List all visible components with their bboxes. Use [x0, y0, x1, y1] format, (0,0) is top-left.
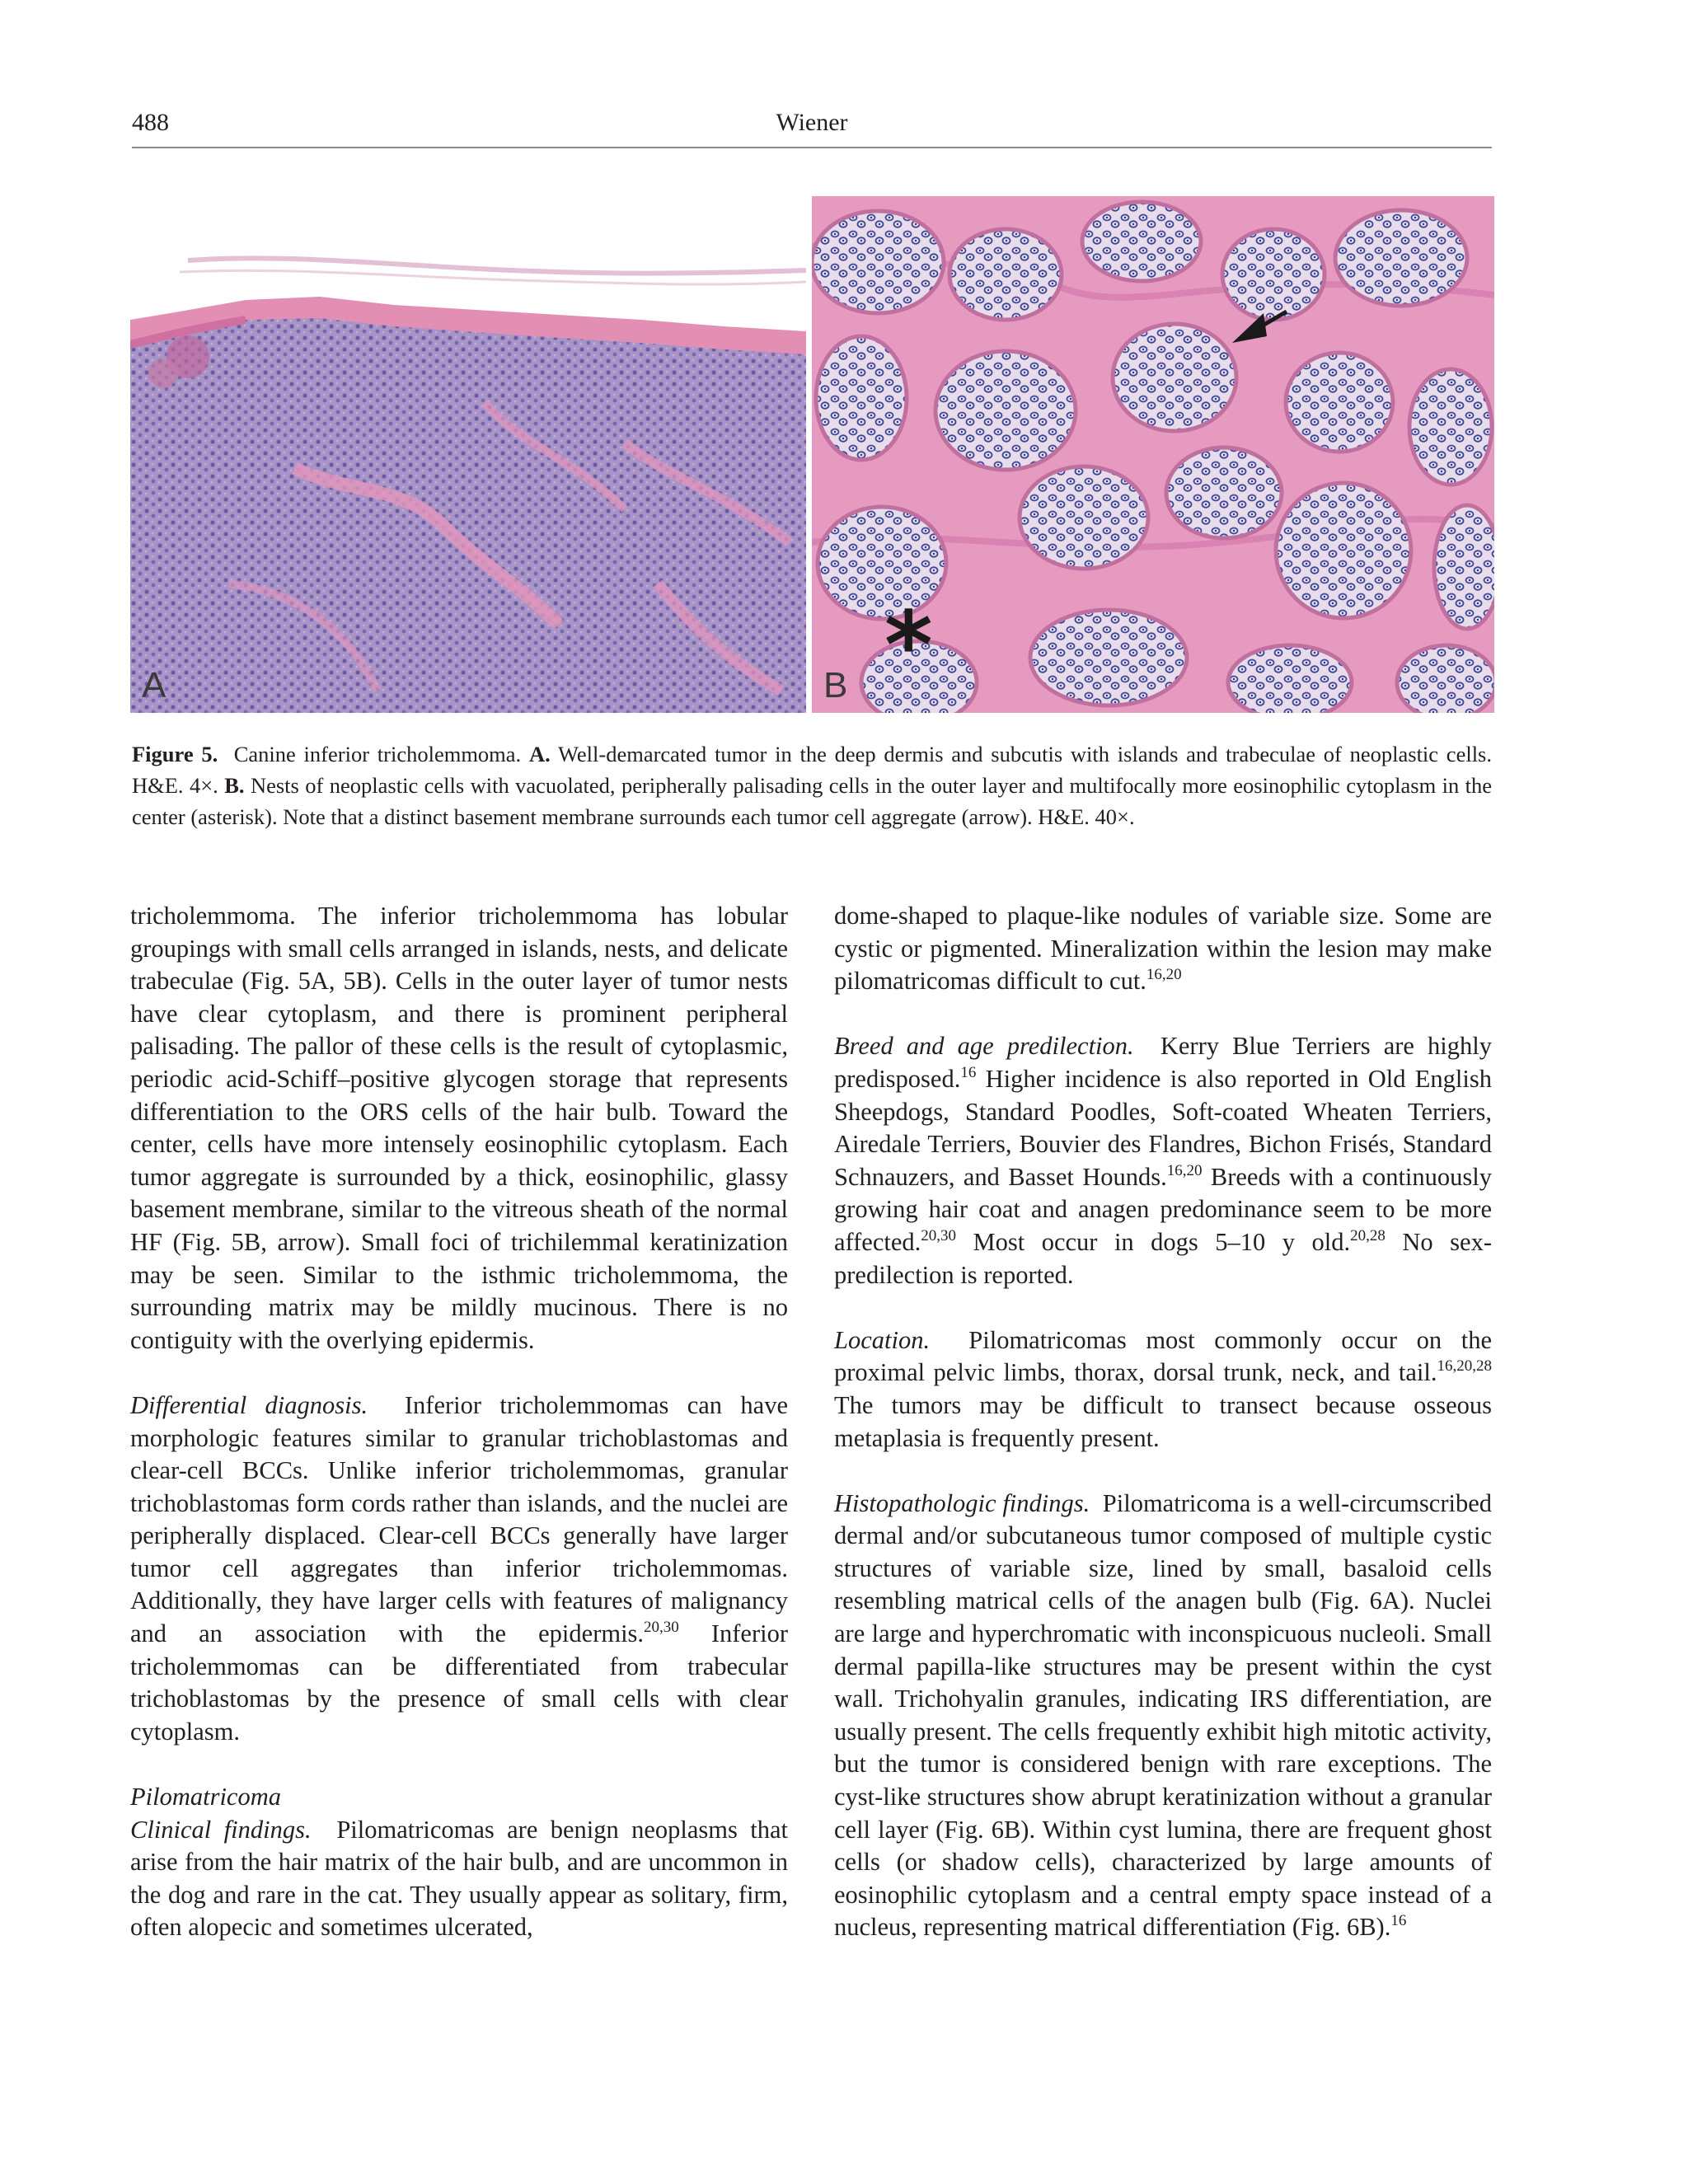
figure-panel-b: [812, 196, 1494, 713]
run-in-heading: Clinical findings.: [130, 1815, 312, 1844]
panel-a-letter: A: [142, 665, 166, 705]
micrograph-b-image: [812, 196, 1494, 713]
paragraph: Location. Pilomatricomas most commonly occur on the proximal pelvic limbs, thorax, dorsal trunk, neck, and tail.$^{16,20,28}$ The tumors may be difficult to transect because osseous metaplasia is frequently present.: [834, 1325, 1492, 1452]
caption-label: Figure 5.: [132, 742, 218, 766]
paragraph: dome-shaped to plaque-like nodules of variable size. Some are cystic or pigmented. Mineralization within the lesion may make pilomatricomas difficult to cut.$^{16,20}$: [834, 902, 1492, 996]
figure-caption: [132, 738, 1492, 832]
caption-b-label: B.: [224, 773, 245, 798]
citation: 16,20: [1146, 966, 1182, 984]
paragraph: Breed and age predilection. Kerry Blue Terriers are highly predisposed.$^{16}$ Higher incidence is also reported in Old English Sheepdogs, Standard Poodles, Soft-coated Wheaten Terriers, Airedale Terriers, Bouvier des Flandres, Bichon Frisés, Standard Schnauzers, and Basset Hounds.$^{16,20}$ Breeds with a continuously growing hair coat and anagen predominance seem to be more affected.$^{20,30}$ Most occur in dogs 5–10 y old.$^{20,28}$ No sex-predilection is reported.: [834, 1032, 1493, 1289]
panel-b-letter: B: [823, 665, 848, 705]
micrograph-a-image: [130, 196, 806, 713]
paragraph: Differential diagnosis. Inferior tricholemmomas can have morphologic features similar to granular trichoblastomas and clear-cell BCCs. Unlike inferior tricholemmomas, granular trichoblastomas form cords rather than islands, and the nuclei are peripherally displaced. Clear-cell BCCs generally have larger tumor cell aggregates than inferior tricholemmomas. Additionally, they have larger cells with features of malignancy and an association with the epidermis.$^{20,30}$ Inferior tricholemmomas can be differentiated from trabecular trichoblastomas by the presence of small cells with clear cytoplasm.: [130, 1390, 789, 1746]
citation: 20,28: [1350, 1226, 1386, 1244]
section-heading: Pilomatricoma: [130, 1783, 281, 1811]
caption-b-text: Nests of neoplastic cells with vacuolated, peripherally palisading cells in the outer layer and multifocally more eosinophilic cytoplasm in the center (asterisk). Note that a distinct basement membrane surrounds each tumor cell aggregate (arrow). H&E. 40×.: [132, 773, 1493, 829]
left-column: [130, 900, 788, 1944]
paragraph: Clinical findings. Pilomatricomas are benign neoplasms that arise from the hair matrix of the hair bulb, and are uncommon in the dog and rare in the cat. They usually appear as solitary, firm, often alopecic and sometimes ulcerated,: [130, 1815, 789, 1942]
run-in-heading: Histopathologic findings.: [834, 1488, 1090, 1517]
run-in-heading: Differential diagnosis.: [130, 1390, 368, 1419]
citation: 20,30: [644, 1619, 679, 1637]
right-column: [834, 900, 1492, 1944]
paragraph: tricholemmoma. The inferior tricholemmoma has lobular groupings with small cells arranged in islands, nests, and delicate trabeculae (Fig. 5A, 5B). Cells in the outer layer of tumor nests have clear cytoplasm, and there is prominent peripheral palisading. The pallor of these cells is the result of cytoplasmic, periodic acid-Schiff–positive glycogen storage that represents differentiation to the ORS cells of the hair bulb. Toward the center, cells have more intensely eosinophilic cytoplasm. Each tumor aggregate is surrounded by a thick, eosinophilic, glassy basement membrane, similar to the vitreous sheath of the normal HF (Fig. 5B, arrow). Small foci of trichilemmal keratinization may be seen. Similar to the isthmic tricholemmoma, the surrounding matrix may be mildly mucinous. There is no contiguity with the overlying epidermis.: [130, 902, 788, 1354]
caption-a-label: A.: [528, 742, 551, 766]
run-in-heading: Location.: [834, 1325, 931, 1354]
running-head: Wiener: [776, 109, 848, 136]
page-header: [132, 109, 1492, 148]
citation: 16: [1390, 1912, 1407, 1930]
caption-a-text: Well-demarcated tumor in the deep dermis and subcutis with islands and trabeculae of neoplastic cells. H&E. 4×.: [132, 742, 1492, 798]
caption-intro: Canine inferior tricholemmoma.: [233, 742, 522, 766]
citation: 16,20: [1166, 1161, 1203, 1179]
run-in-heading: Breed and age predilection.: [834, 1032, 1134, 1061]
citation: 16: [960, 1063, 977, 1081]
citation: 16,20,28: [1437, 1357, 1492, 1376]
paragraph: Histopathologic findings. Pilomatricoma is a well-circumscribed dermal and/or subcutaneous tumor composed of multiple cystic structures of variable size, lined by small, basaloid cells resembling matrical cells of the anagen bulb (Fig. 6A). Nuclei are large and hyperchromatic with inconspicuous nucleoli. Small dermal papilla-like structures may be present within the cyst wall. Trichohyalin granules, indicating IRS differentiation, are usually present. The cells frequently exhibit high mitotic activity, but the tumor is considered benign with rare exceptions. The cyst-like structures show abrupt keratinization without a granular cell layer (Fig. 6B). Within cyst lumina, there are frequent ghost cells (or shadow cells), characterized by large amounts of eosinophilic cytoplasm and a central empty space instead of a nucleus, representing matrical differentiation (Fig. 6B).$^{16}$: [834, 1488, 1492, 1942]
figure-panel-a: [130, 196, 806, 713]
page-number: 488: [132, 109, 169, 136]
asterisk-icon: *: [884, 593, 933, 700]
citation: 20,30: [921, 1226, 957, 1244]
